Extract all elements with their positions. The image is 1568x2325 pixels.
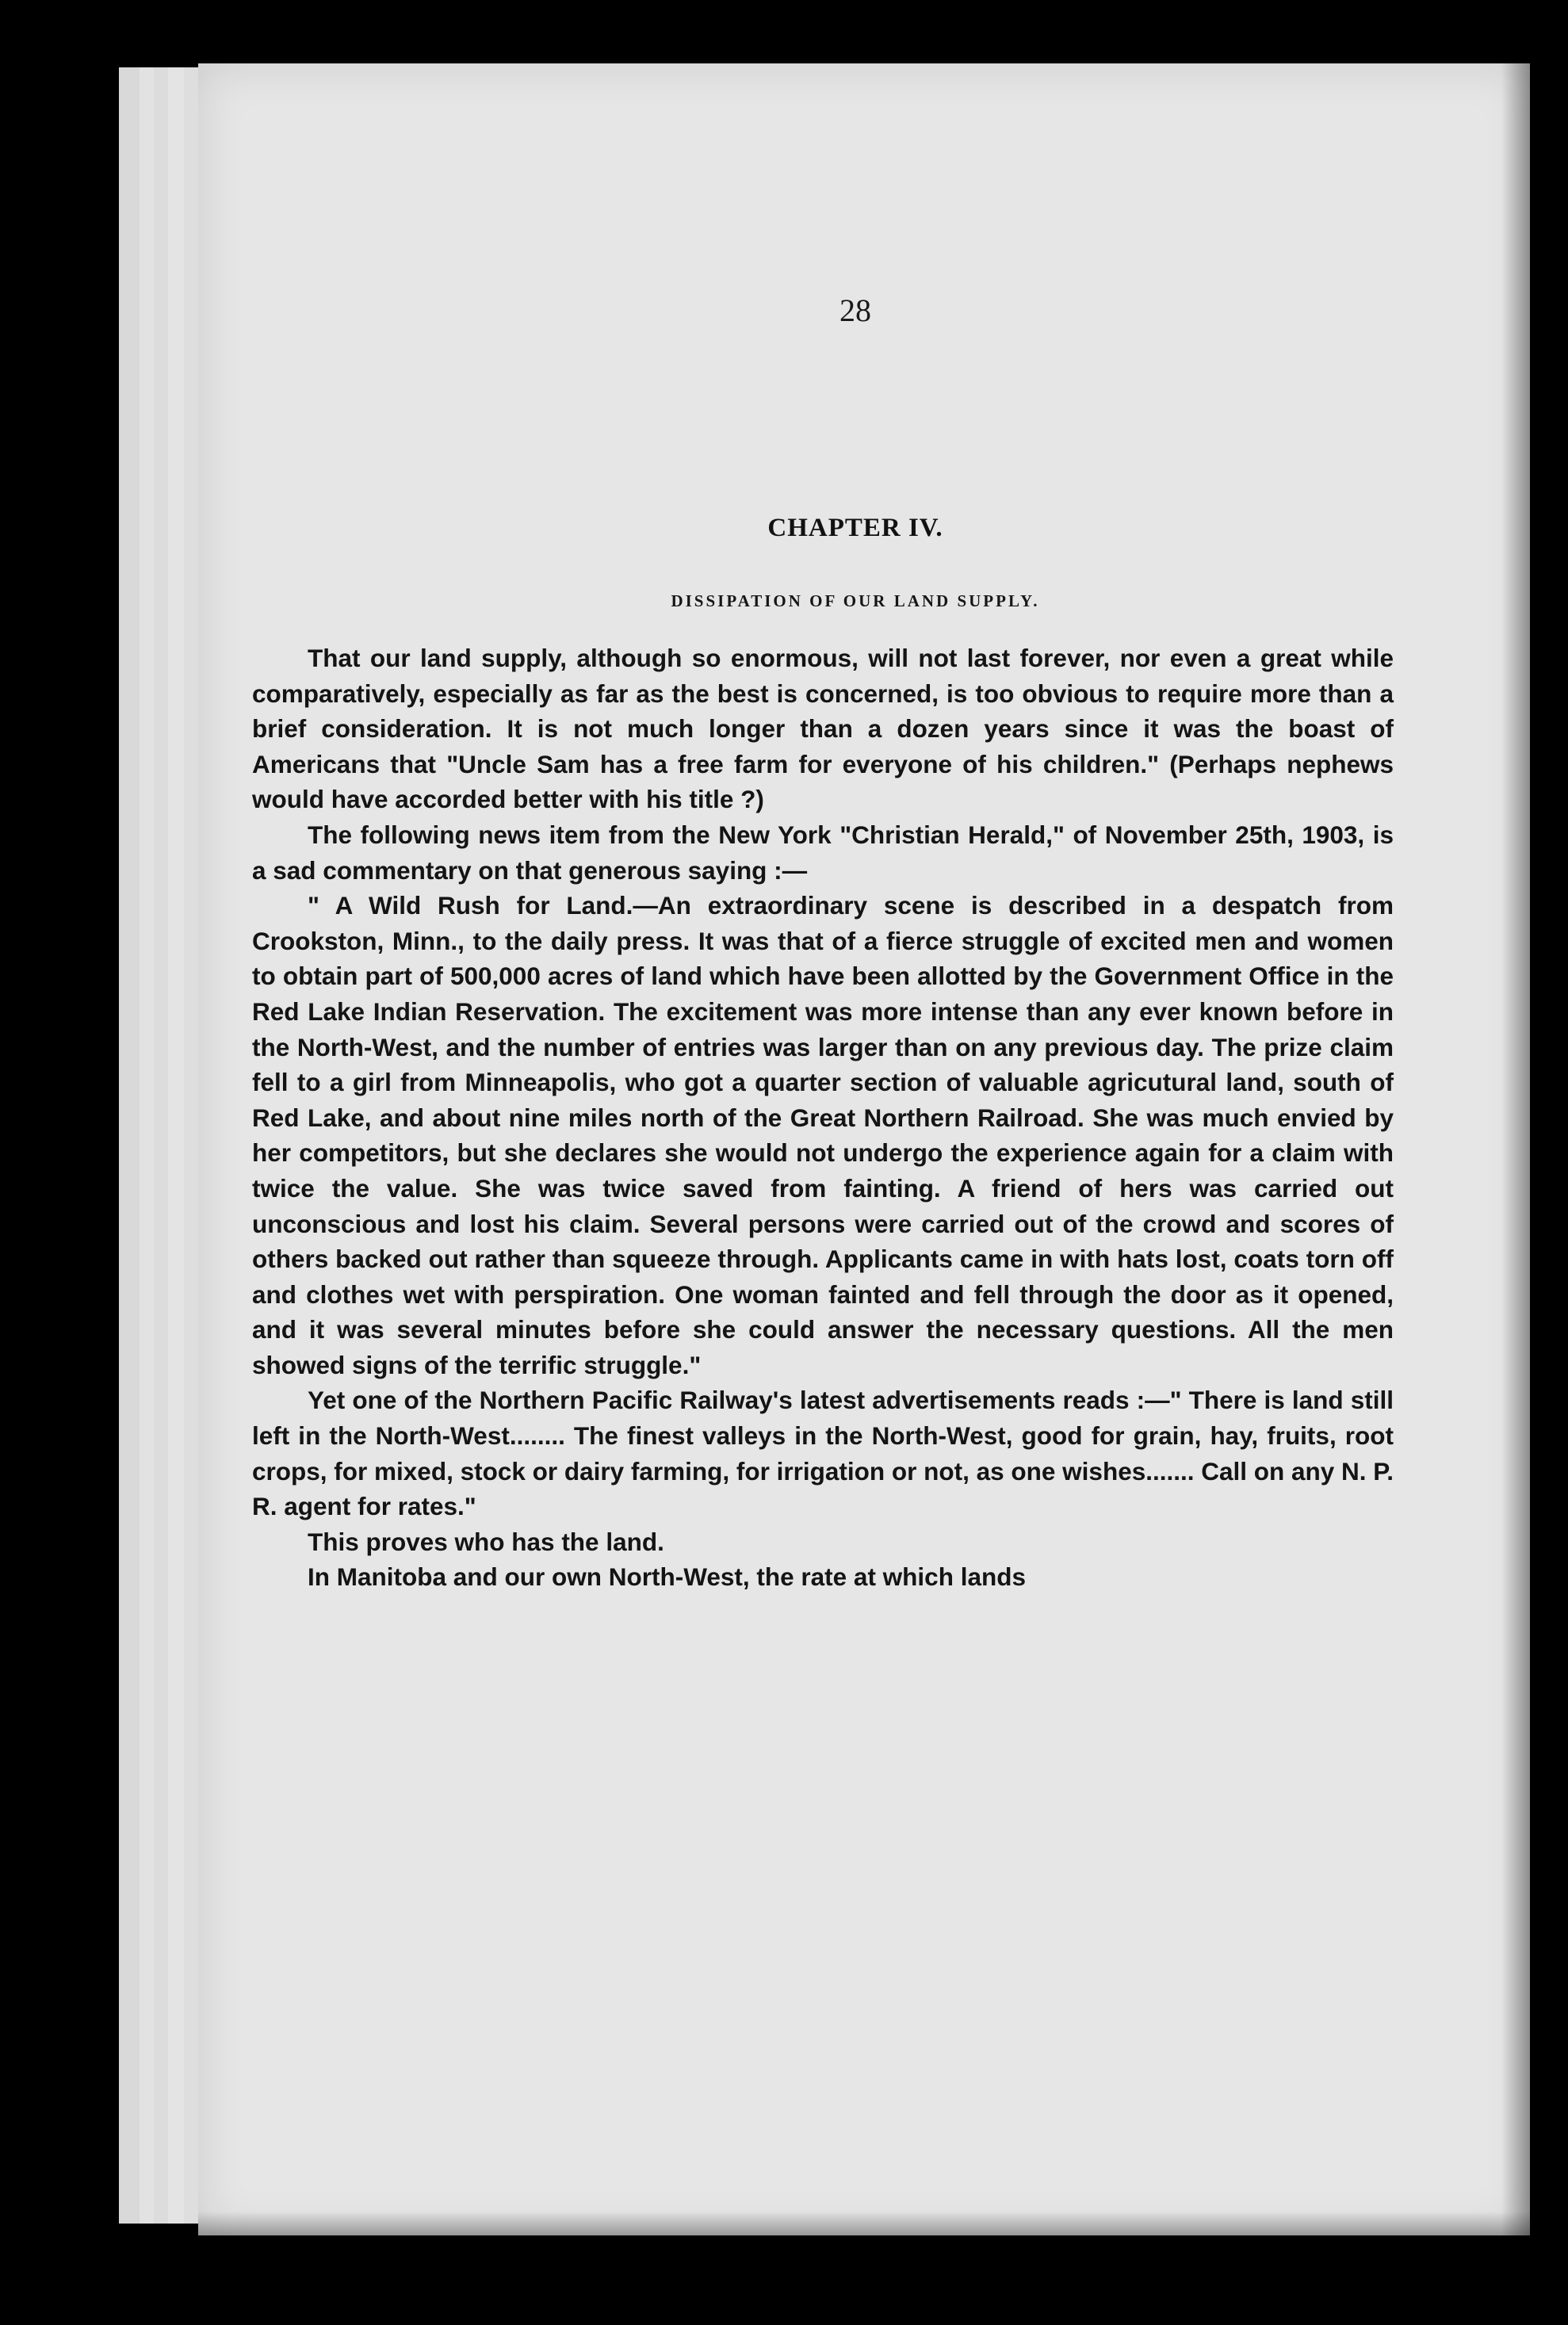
chapter-subtitle: DISSIPATION OF OUR LAND SUPPLY. [671,591,1040,610]
page-bottom-shadow [198,2212,1530,2235]
chapter-title: CHAPTER IV. [767,514,943,542]
paragraph: Yet one of the Northern Pacific Railway's latest advertisements reads :—" There is land still left in the North-West........ The finest valleys in the North-West, good for grain, hay, fruits, root crops, for mixed, stock or dairy farming, for irrigation or not, as one wishes....... Call on any N. P. R. agent for rates." [252,1386,1394,1521]
paragraph: That our land supply, although so enormous, will not last forever, nor even a great while comparatively, especially as far as the best is concerned, is too obvious to require more than a brief consideration. It is not much longer than a dozen years since it was the boast of Americans that "Uncle Sam has a free farm for everyone of his children." (Perhaps nephews would have accorded better with his title ?) [252,644,1394,814]
body-text [252,641,1394,1595]
quoted-news-paragraph: " A Wild Rush for Land.—An extraordinary scene is described in a despatch from Crookston, Minn., to the daily press. It was that of a fierce struggle of excited men and women to obtain part of 500,000 acres of land which have been allotted by the Government Office in the Red Lake Indian Reservation. The excitement was more intense than any ever known before in the North-West, and the number of entries was larger than on any previous day. The prize claim fell to a girl from Minneapolis, who got a quarter section of valuable agricutural land, south of Red Lake, and about nine miles north of the Great Northern Railroad. She was much envied by her competitors, but she declares she would not undergo the experience again for a claim with twice the value. She was twice saved from fainting. A friend of hers was carried out unconscious and lost his claim. Several persons were carried out of the crowd and scores of others backed out rather than squeeze through. Applicants came in with hats lost, coats torn off and clothes wet with perspiration. One woman fainted and fell through the door as it opened, and it was several minutes before she could answer the necessary questions. All the men showed signs of the terrific struggle." [252,891,1394,1379]
page-gutter-shadow [1501,63,1530,2235]
paragraph: The following news item from the New York "Christian Herald," of November 25th, 1903, is a sad commentary on that generous saying :— [252,820,1394,885]
paragraph: In Manitoba and our own North-West, the rate at which lands [308,1562,1026,1592]
page-number: 28 [839,293,871,328]
paragraph: This proves who has the land. [308,1527,664,1556]
